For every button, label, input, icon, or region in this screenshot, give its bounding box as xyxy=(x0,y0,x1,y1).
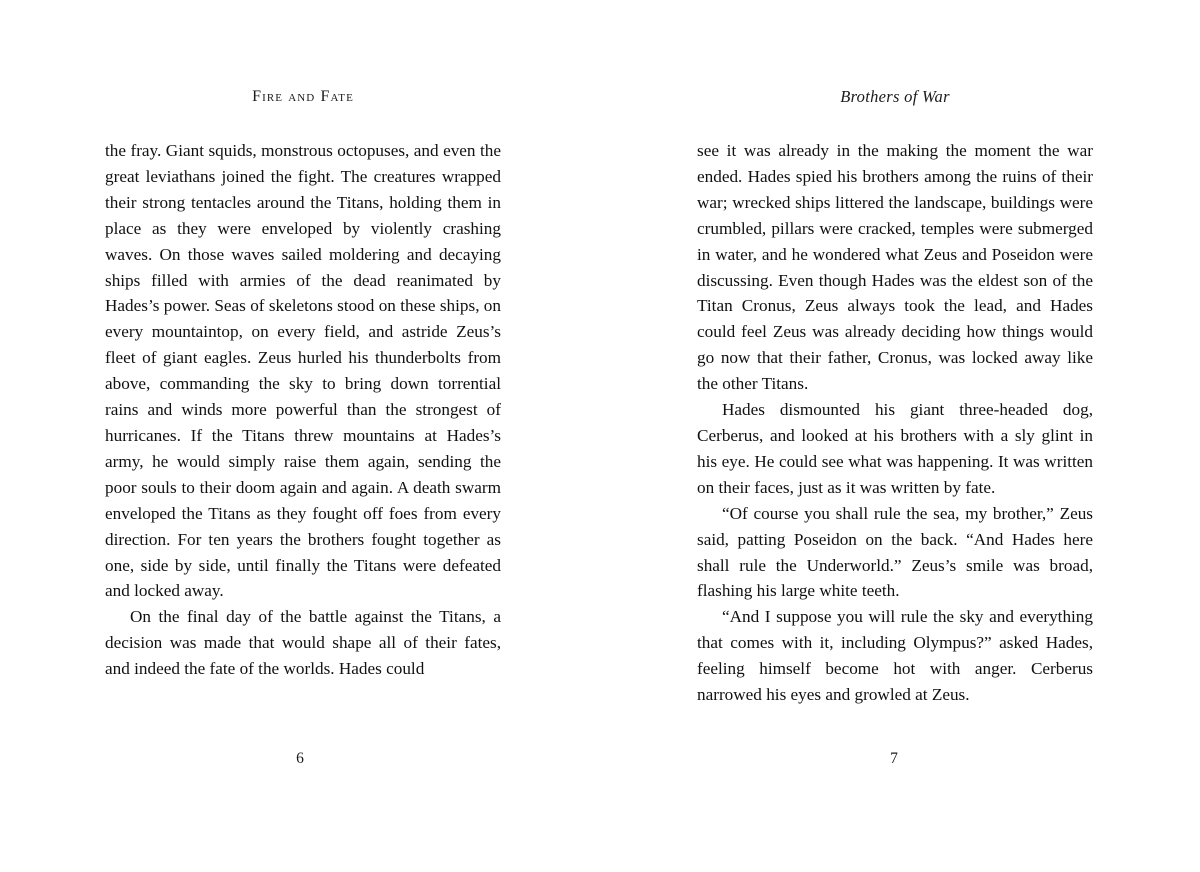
right-page-body xyxy=(697,138,1093,708)
paragraph: see it was already in the making the moment the war ended. Hades spied his brothers among the ruins of their war; wrecked ships littered the landscape, buildings were crumbled, pillars were cracked, temples were submerged in water, and he wondered what Zeus and Poseidon were discussing. Even though Hades was the eldest son of the Titan Cronus, Zeus always took the lead, and Hades could feel Zeus was already deciding how things would go now that their father, Cronus, was locked away like the other Titans. xyxy=(697,141,1093,394)
running-head-book-title: Fire and Fate xyxy=(252,88,354,105)
left-page-body xyxy=(105,138,501,682)
running-head-chapter-title: Brothers of War xyxy=(840,87,950,106)
right-page xyxy=(600,0,1200,872)
paragraph: the fray. Giant squids, monstrous octopuses, and even the great leviathans joined the fight. The creatures wrapped their strong tentacles around the Titans, holding them in place as they were enveloped by violently crashing waves. On those waves sailed moldering and decaying ships filled with armies of the dead reanimated by Hades’s power. Seas of skeletons stood on these ships, on every mountaintop, on every field, and astride Zeus’s fleet of giant eagles. Zeus hurled his thunderbolts from above, commanding the sky to bring down torrential rains and winds more powerful than the strongest of hurricanes. If the Titans threw mountains at Hades’s army, he would simply raise them again, sending the poor souls to their doom again and again. A death swarm enveloped the Titans as they fought off foes from every direction. For ten years the brothers fought together as one, side by side, until finally the Titans were defeated and locked away. xyxy=(105,141,501,601)
paragraph: “Of course you shall rule the sea, my brother,” Zeus said, patting Poseidon on the back. “And Hades here shall rule the Underworld.” Zeus’s smile was broad, flashing his large white teeth. xyxy=(697,503,1093,601)
paragraph: “And I suppose you will rule the sky and everything that comes with it, including Olympus?” asked Hades, feeling himself become hot with anger. Cerberus narrowed his eyes and growled at Zeus. xyxy=(697,607,1093,705)
paragraph: Hades dismounted his giant three-headed dog, Cerberus, and looked at his brothers with a sly glint in his eye. He could see what was happening. It was written on their faces, just as it was written by fate. xyxy=(697,400,1093,497)
page-number-left: 6 xyxy=(296,750,304,767)
left-page-content xyxy=(105,84,501,784)
page-number-right: 7 xyxy=(890,750,898,767)
right-page-content xyxy=(697,84,1093,784)
paragraph: On the final day of the battle against the Titans, a decision was made that would shape all of their fates, and indeed the fate of the worlds. Hades could xyxy=(105,607,501,679)
